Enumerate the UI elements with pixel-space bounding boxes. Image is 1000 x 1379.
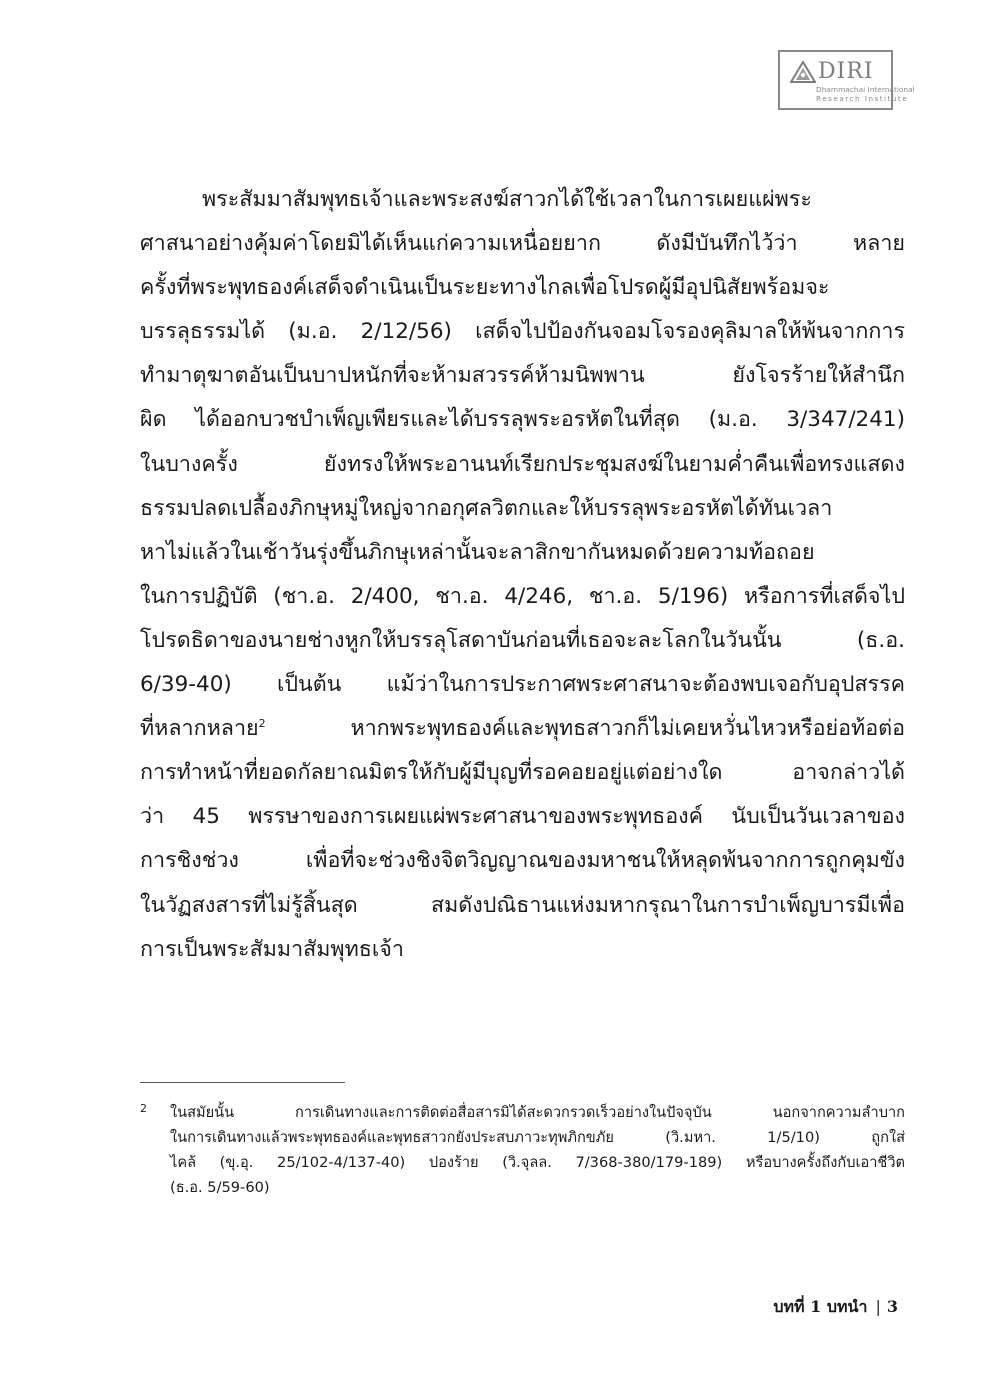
footnote: [140, 1100, 905, 1200]
logo-subtitle-line1: Dhammachai International: [816, 85, 915, 94]
diri-logo: [778, 50, 915, 110]
logo-abbreviation: DIRI: [818, 59, 874, 84]
paragraph-line: ทำมาตุฆาตอันเป็นบาปหนักที่จะห้ามสวรรค์ห้ามนิพพาน ยังโจรร้ายให้สำนึก: [140, 363, 905, 389]
footnote-line: ในสมัยนั้น การเดินทางและการติดต่อสื่อสารมิได้สะดวกรวดเร็วอย่างในปัจจุบัน นอกจากความลำบาก: [170, 1104, 905, 1121]
paragraph-line: บรรลุธรรมได้ (ม.อ. 2/12/56) เสด็จไปป้องกันจอมโจรองคุลิมาลให้พ้นจากการ: [140, 319, 905, 345]
paragraph-line: พระสัมมาสัมพุทธเจ้าและพระสงฆ์สาวกได้ใช้เวลาในการเผยแผ่พระ: [202, 187, 812, 212]
footer-separator: |: [875, 1297, 881, 1316]
logo-subtitle-line2: Research Institute: [816, 94, 909, 103]
paragraph-line: การเป็นพระสัมมาสัมพุทธเจ้า: [140, 936, 404, 962]
paragraph-line: การทำหน้าที่ยอดกัลยาณมิตรให้กับผู้มีบุญที่รอคอยอยู่แต่อย่างใด อาจกล่าวได้: [140, 760, 905, 786]
paragraph-line: โปรดธิดาของนายช่างหูกให้บรรลุโสดาบันก่อนที่เธอจะละโลกในวันนั้น (ธ.อ.: [140, 627, 905, 653]
paragraph-line: ศาสนาอย่างคุ้มค่าโดยมิได้เห็นแก่ความเหนื่อยยาก ดังมีบันทึกไว้ว่า หลาย: [140, 231, 905, 257]
paragraph-line: ผิด ได้ออกบวชบำเพ็ญเพียรและได้บรรลุพระอรหัตในที่สุด (ม.อ. 3/347/241): [140, 407, 905, 433]
line-rest: หากพระพุทธองค์และพุทธสาวกก็ไม่เคยหวั่นไหวหรือย่อท้อต่อ: [350, 716, 905, 742]
paragraph-line: หาไม่แล้วในเช้าวันรุ่งขึ้นภิกษุเหล่านั้นจะลาสิกขากันหมดด้วยความท้อถอย: [140, 539, 815, 565]
page-number: 3: [886, 1297, 898, 1316]
chapter-title: บทที่ 1 บทนำ: [773, 1297, 868, 1316]
paragraph-line: ในบางครั้ง ยังทรงให้พระอานนท์เรียกประชุมสงฆ์ในยามค่ำคืนเพื่อทรงแสดง: [140, 451, 905, 477]
paragraph-line-with-footnote: [140, 707, 905, 751]
footnote-line: ไคล้ (ขุ.อุ. 25/102-4/137-40) ปองร้าย (วิ.จุลล. 7/368-380/179-189) หรือบางครั้งถึงกับเอาชีวิต: [170, 1154, 905, 1171]
paragraph-line: ในการปฏิบัติ (ชา.อ. 2/400, ชา.อ. 4/246, ชา.อ. 5/196) หรือการที่เสด็จไป: [140, 583, 905, 609]
page-footer: [773, 1296, 898, 1318]
footnote-divider: [140, 1082, 345, 1083]
line-prefix: ที่หลากหลาย: [140, 716, 259, 742]
footnote-line: ในการเดินทางแล้วพระพุทธองค์และพุทธสาวกยังประสบภาวะทุพภิกขภัย (วิ.มหา. 1/5/10) ถูกใส่: [170, 1129, 905, 1146]
footnote-reference[interactable]: 2: [258, 716, 266, 730]
paragraph-line: ว่า 45 พรรษาของการเผยแผ่พระศาสนาของพระพุทธองค์ นับเป็นวันเวลาของ: [140, 804, 905, 830]
paragraph-line: ธรรมปลดเปลื้องภิกษุหมู่ใหญ่จากอกุศลวิตกและให้บรรลุพระอรหัตได้ทันเวลา: [140, 495, 833, 521]
footnote-line: (ธ.อ. 5/59-60): [170, 1179, 270, 1196]
paragraph-line: ในวัฏสงสารที่ไม่รู้สิ้นสุด สมดังปณิธานแห่งมหากรุณาในการบำเพ็ญบารมีเพื่อ: [140, 892, 905, 918]
paragraph-line: 6/39-40) เป็นต้น แม้ว่าในการประกาศพระศาสนาจะต้องพบเจอกับอุปสรรค: [140, 672, 905, 698]
footnote-number: 2: [140, 1102, 147, 1115]
main-paragraph: [140, 178, 905, 972]
triangle-emblem-icon: [790, 61, 816, 83]
paragraph-line: การชิงช่วง เพื่อที่จะช่วงชิงจิตวิญญาณของมหาชนให้หลุดพ้นจากการถูกคุมขัง: [140, 848, 905, 874]
paragraph-line: ครั้งที่พระพุทธองค์เสด็จดำเนินเป็นระยะทางไกลเพื่อโปรดผู้มีอุปนิสัยพร้อมจะ: [140, 275, 830, 301]
